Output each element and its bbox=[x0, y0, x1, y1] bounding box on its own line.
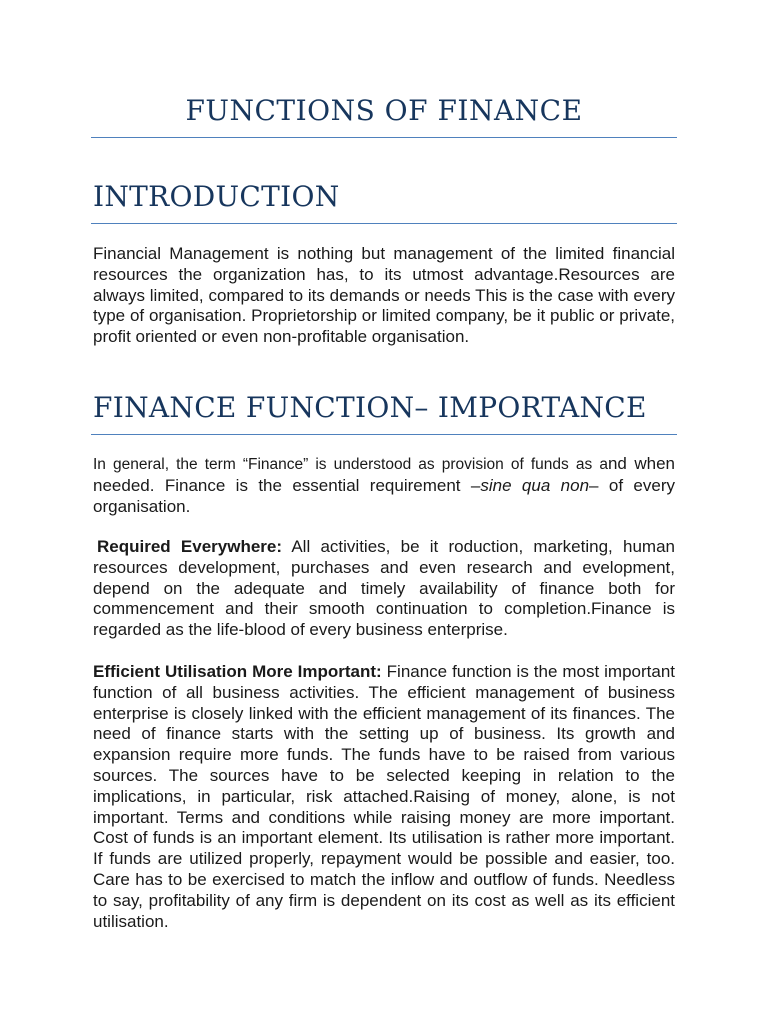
title-divider bbox=[91, 137, 677, 138]
finance-intro-paragraph bbox=[93, 454, 675, 517]
required-everywhere-label: Required Everywhere: bbox=[97, 537, 283, 556]
efficient-utilisation-label: Efficient Utilisation More Important: bbox=[93, 662, 382, 681]
efficient-utilisation-text: Finance function is the most important function of all business activities. The efficient management of business enterprise is closely linked with the efficient management of its finances. The need of finance starts with the setting up of business. Its growth and expansion require more funds. The funds have to be raised from various sources. The sources have to be selected keeping in relation to the implications, in particular, risk attached.Raising of money, alone, is not important. Terms and conditions while raising money are more important. Cost of funds is an important element. Its utilisation is rather more important. If funds are utilized properly, repayment would be possible and easier, too. Care has to be exercised to match the inflow and outflow of funds. Needless to say, profitability of any firm is dependent on its cost as well as its efficient utilisation. bbox=[93, 662, 675, 931]
finance-intro-rest: nd when needed. Finance is the essential requirement – bbox=[93, 454, 675, 495]
finance-intro-end: – of every organisation. bbox=[93, 475, 675, 516]
finance-function-divider bbox=[91, 434, 677, 435]
efficient-utilisation-paragraph bbox=[93, 662, 675, 932]
finance-intro-lead: In general, the term “Finance” is understood as provision of funds as a bbox=[93, 456, 608, 473]
introduction-divider bbox=[91, 223, 677, 224]
required-everywhere-paragraph bbox=[93, 537, 675, 641]
section-heading-finance-function: FINANCE FUNCTION– IMPORTANCE bbox=[93, 391, 647, 424]
section-heading-introduction: INTRODUCTION bbox=[93, 180, 340, 213]
finance-intro-italic: sine qua non bbox=[480, 475, 590, 495]
required-everywhere-text: All activities, be it roduction, marketing, human resources development, purchases and even research and evelopment, depend on the adequate and timely availability of finance both for commencement and their smooth continuation to completion.Finance is regarded as the life-blood of every business enterprise. bbox=[93, 537, 675, 640]
document-title: FUNCTIONS OF FINANCE bbox=[185, 94, 583, 127]
introduction-paragraph: Financial Management is nothing but management of the limited financial resources the organization has, to its utmost advantage.Resources are always limited, compared to its demands or needs This is the case with every type of organisation. Proprietorship or limited company, be it public or private, profit oriented or even non-profitable organisation. bbox=[93, 244, 675, 347]
